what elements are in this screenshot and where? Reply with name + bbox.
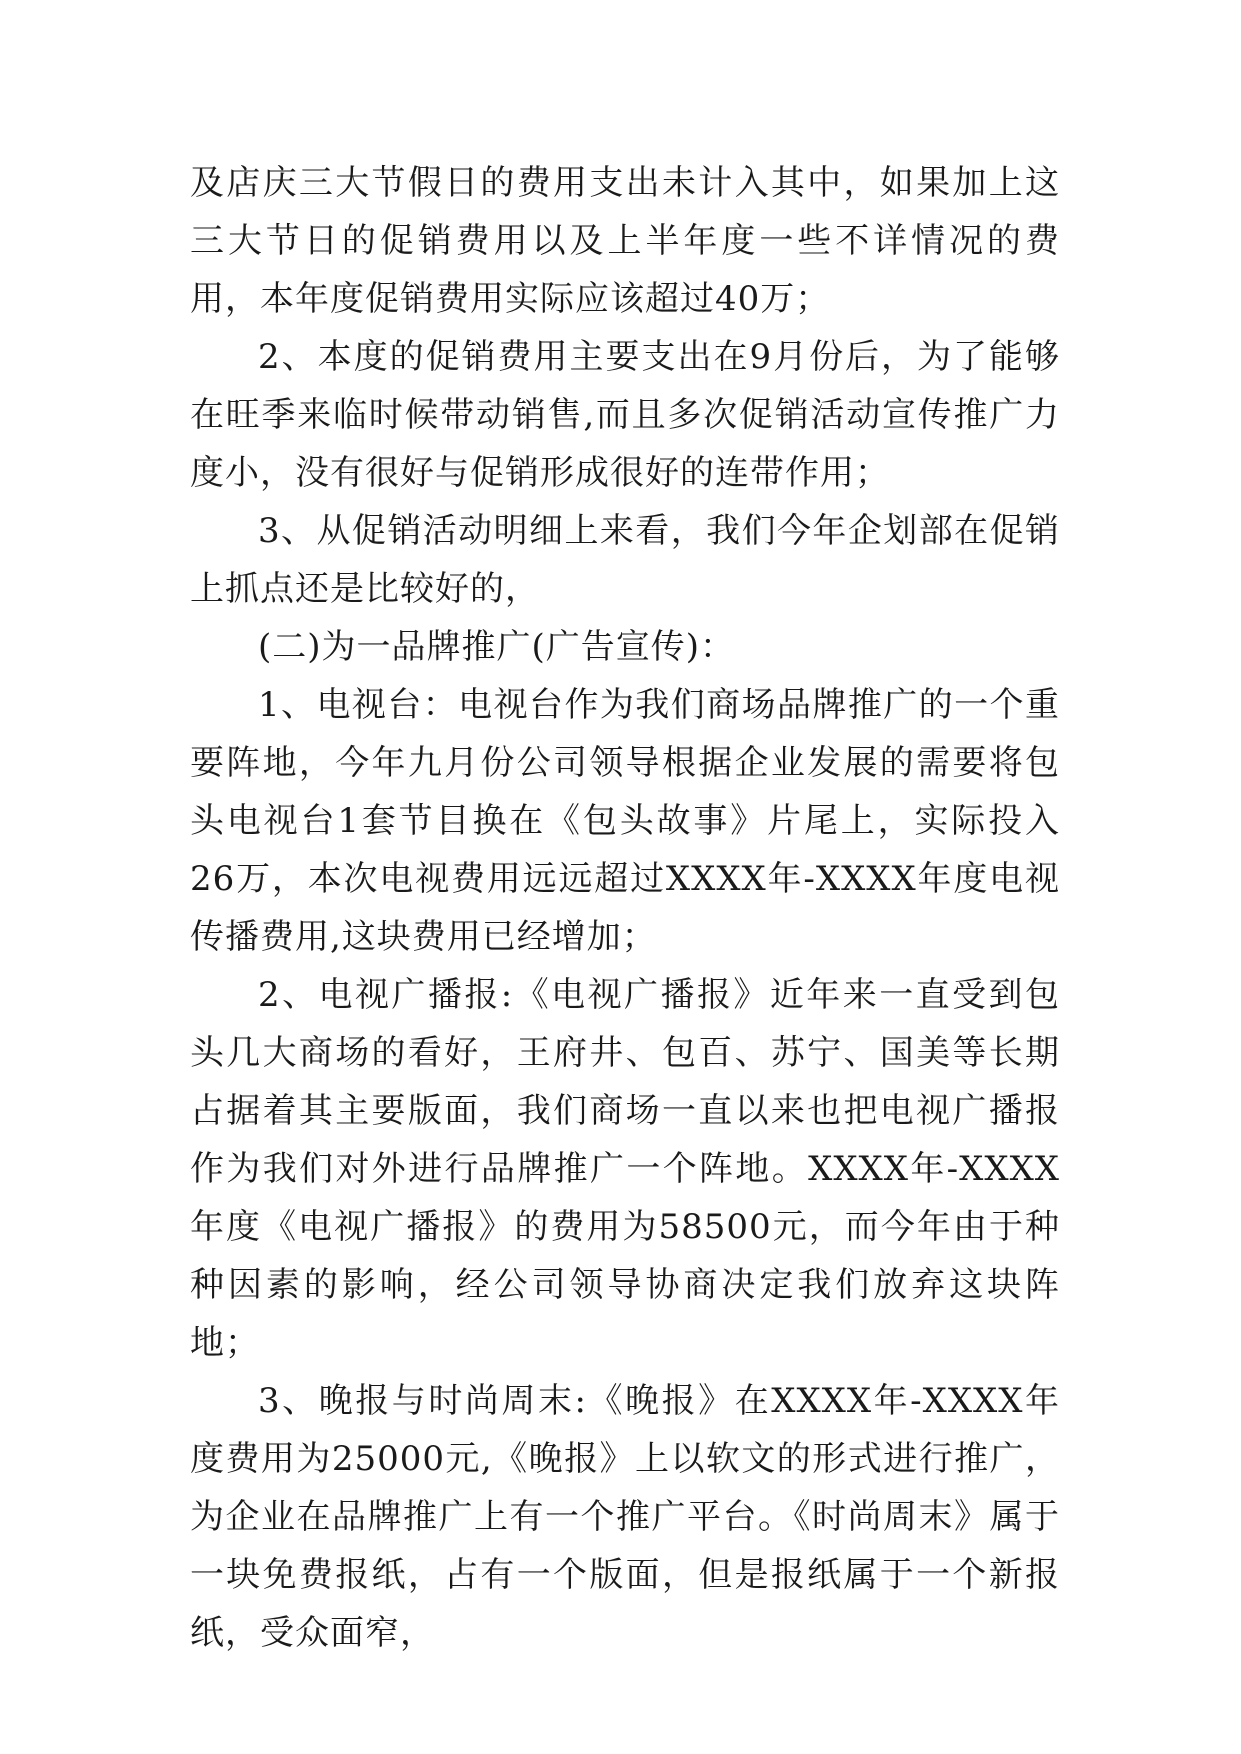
paragraph-3-heading: (二)为一品牌推广(广告宣传)： [258, 627, 736, 667]
paragraph-4: 1、电视台：电视台作为我们商场品牌推广的一个重要阵地，今年九月份公司领导根据企业发展的需要将包头电视台1套节目换在《包头故事》片尾上，实际投入26万，本次电视费用远远超过XXXX年-XXXX年度电视传播费用,这块费用已经增加； [190, 685, 1060, 957]
paragraph-6: 3、晚报与时尚周末:《晚报》在XXXX年-XXXX年度费用为25000元,《晚报》上以软文的形式进行推广，为企业在品牌推广上有一个推广平台。《时尚周末》属于一块免费报纸，占有一个版面，但是报纸属于一个新报纸，受众面窄， [190, 1381, 1060, 1653]
paragraph-0: 及店庆三大节假日的费用支出未计入其中，如果加上这三大节日的促销费用以及上半年度一些不详情况的费用，本年度促销费用实际应该超过40万； [190, 163, 1060, 319]
paragraph-1: 2、本度的促销费用主要支出在9月份后，为了能够在旺季来临时候带动销售,而且多次促销活动宣传推广力度小，没有很好与促销形成很好的连带作用； [190, 337, 1060, 493]
paragraph-5: 2、电视广播报:《电视广播报》近年来一直受到包头几大商场的看好，王府井、包百、苏宁、国美等长期占据着其主要版面，我们商场一直以来也把电视广播报作为我们对外进行品牌推广一个阵地。XXXX年-XXXX年度《电视广播报》的费用为58500元，而今年由于种种因素的影响，经公司领导协商决定我们放弃这块阵地； [190, 975, 1060, 1363]
paragraph-2: 3、从促销活动明细上来看，我们今年企划部在促销上抓点还是比较好的， [190, 511, 1060, 609]
document-body [190, 154, 1060, 1662]
